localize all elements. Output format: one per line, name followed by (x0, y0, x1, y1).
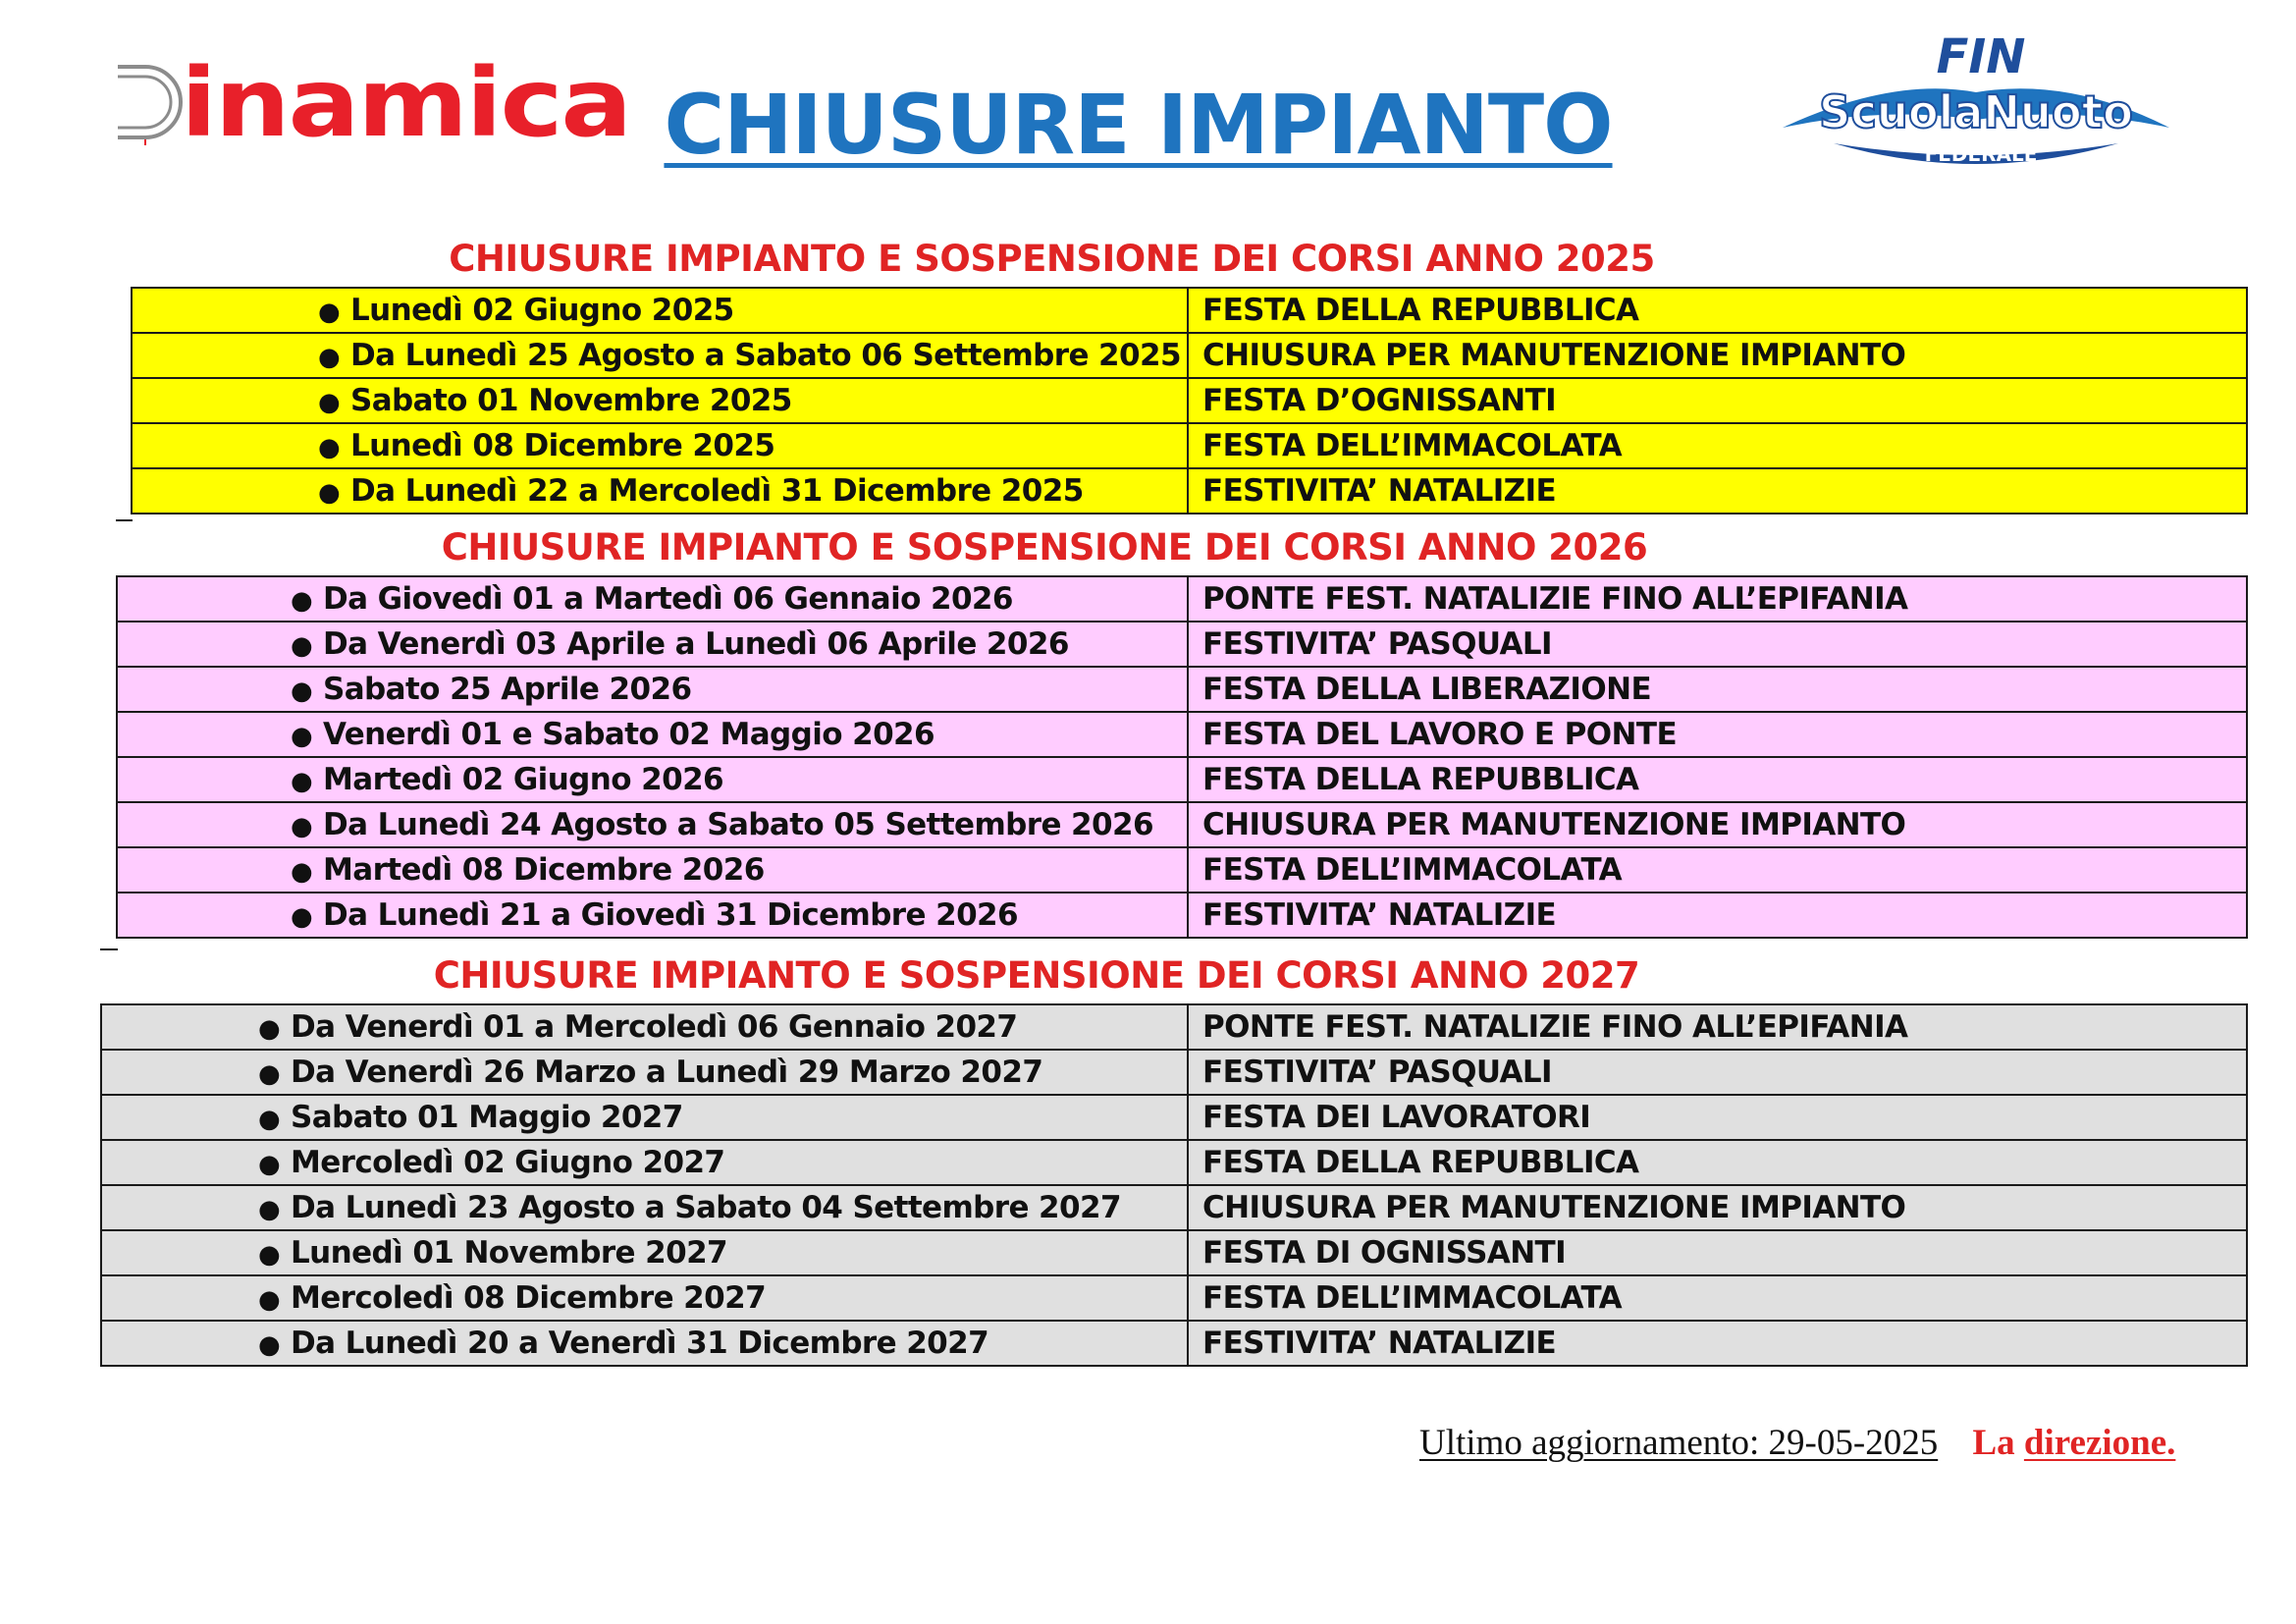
table-row (132, 378, 2247, 423)
closure-date-cell (132, 423, 1188, 468)
table-row (117, 576, 2247, 622)
closure-reason: PONTE FEST. NATALIZIE FINO ALL’EPIFANIA (1188, 576, 2247, 622)
closure-date: Da Lunedì 24 Agosto a Sabato 05 Settembre 2026 (323, 807, 1153, 842)
closure-date-cell (101, 1095, 1188, 1140)
table-divider (116, 519, 133, 521)
closures-table-2027 (100, 1003, 2248, 1367)
closures-table-2025 (131, 287, 2248, 514)
closure-date: Martedì 02 Giugno 2026 (323, 762, 724, 797)
bullet-icon: ● (317, 343, 341, 372)
closure-date-cell (132, 378, 1188, 423)
closure-date: Da Lunedì 21 a Giovedì 31 Dicembre 2026 (323, 897, 1018, 933)
closure-date: Da Venerdì 01 a Mercoledì 06 Gennaio 2027 (291, 1009, 1018, 1045)
closure-reason: FESTA DI OGNISSANTI (1188, 1230, 2247, 1275)
table-row (117, 622, 2247, 667)
closure-reason: FESTIVITA’ PASQUALI (1188, 1050, 2247, 1095)
closure-reason: FESTIVITA’ NATALIZIE (1188, 1321, 2247, 1366)
footer (1419, 1422, 2175, 1464)
closure-reason: FESTA DELL’IMMACOLATA (1188, 847, 2247, 893)
closure-date: Da Venerdì 26 Marzo a Lunedì 29 Marzo 2027 (291, 1055, 1043, 1090)
table-row (132, 288, 2247, 333)
closure-date-cell (101, 1230, 1188, 1275)
bullet-icon: ● (317, 388, 341, 417)
closure-date: Da Lunedì 22 a Mercoledì 31 Dicembre 2025 (350, 473, 1084, 509)
table-row (101, 1004, 2247, 1050)
section-heading-2026: CHIUSURE IMPIANTO E SOSPENSIONE DEI CORSI ANNO 2026 (441, 526, 1648, 568)
scuola-nuoto-logo-text: ScuolaNuoto (1819, 85, 2133, 138)
table-row (117, 893, 2247, 938)
closure-date: Lunedì 02 Giugno 2025 (350, 293, 734, 328)
table-row (117, 757, 2247, 802)
bullet-icon: ● (290, 586, 313, 616)
closure-date-cell (132, 333, 1188, 378)
closure-date-cell (117, 802, 1188, 847)
closure-date-cell (117, 847, 1188, 893)
closures-table-body (117, 576, 2247, 938)
bullet-icon: ● (257, 1240, 281, 1270)
bullet-icon: ● (257, 1014, 281, 1044)
closure-reason: FESTA D’OGNISSANTI (1188, 378, 2247, 423)
closure-reason: FESTA DELLA REPUBBLICA (1188, 757, 2247, 802)
closure-date-cell (117, 712, 1188, 757)
closure-reason: FESTA DELLA LIBERAZIONE (1188, 667, 2247, 712)
closure-date-cell (117, 667, 1188, 712)
table-row (101, 1140, 2247, 1185)
closure-date: Mercoledì 02 Giugno 2027 (291, 1145, 725, 1180)
closure-date: Venerdì 01 e Sabato 02 Maggio 2026 (323, 717, 935, 752)
closure-date: Lunedì 08 Dicembre 2025 (350, 428, 775, 463)
closure-reason: FESTA DEI LAVORATORI (1188, 1095, 2247, 1140)
table-divider (100, 948, 118, 950)
table-row (117, 847, 2247, 893)
closure-reason: FESTA DEL LAVORO E PONTE (1188, 712, 2247, 757)
closure-date: Sabato 01 Maggio 2027 (291, 1100, 683, 1135)
table-row (101, 1230, 2247, 1275)
closure-reason: CHIUSURA PER MANUTENZIONE IMPIANTO (1188, 333, 2247, 378)
closure-date-cell (117, 893, 1188, 938)
closure-date: Da Venerdì 03 Aprile a Lunedì 06 Aprile 2026 (323, 626, 1069, 662)
table-row (117, 802, 2247, 847)
closures-table-body (101, 1004, 2247, 1366)
table-row (117, 712, 2247, 757)
bullet-icon: ● (257, 1150, 281, 1179)
table-row (101, 1185, 2247, 1230)
closure-date-cell (117, 576, 1188, 622)
table-row (101, 1095, 2247, 1140)
bullet-icon: ● (257, 1195, 281, 1224)
bullet-icon: ● (257, 1285, 281, 1315)
closure-date-cell (117, 622, 1188, 667)
bullet-icon: ● (317, 433, 341, 462)
bullet-icon: ● (290, 631, 313, 661)
federale-logo-text: FEDERALE (1924, 142, 2038, 166)
fin-scuola-nuoto-logo-icon (1775, 37, 2177, 175)
signature-prefix: La (1972, 1423, 2015, 1463)
closure-reason: PONTE FEST. NATALIZIE FINO ALL’EPIFANIA (1188, 1004, 2247, 1050)
dinamica-logo-text: inamica (181, 57, 630, 145)
bullet-icon: ● (290, 902, 313, 932)
bullet-icon: ● (257, 1059, 281, 1089)
table-row (132, 423, 2247, 468)
closure-date-cell (132, 468, 1188, 514)
closure-date: Lunedì 01 Novembre 2027 (291, 1235, 728, 1271)
bullet-icon: ● (257, 1105, 281, 1134)
bullet-icon: ● (290, 812, 313, 841)
closure-reason: FESTA DELLA REPUBBLICA (1188, 1140, 2247, 1185)
bullet-icon: ● (257, 1330, 281, 1360)
closure-date-cell (132, 288, 1188, 333)
section-heading-2027: CHIUSURE IMPIANTO E SOSPENSIONE DEI CORSI ANNO 2027 (433, 954, 1640, 997)
closure-date-cell (101, 1321, 1188, 1366)
fin-logo-text: FIN (1936, 37, 2026, 84)
closure-date: Da Lunedì 20 a Venerdì 31 Dicembre 2027 (291, 1326, 989, 1361)
bullet-icon: ● (317, 298, 341, 327)
bullet-icon: ● (290, 677, 313, 706)
section-heading-2025: CHIUSURE IMPIANTO E SOSPENSIONE DEI CORSI ANNO 2025 (449, 238, 1655, 280)
page-title: CHIUSURE IMPIANTO (664, 77, 1613, 173)
closure-date: Da Giovedì 01 a Martedì 06 Gennaio 2026 (323, 581, 1013, 617)
signature-word: direzione. (2023, 1423, 2176, 1463)
closure-reason: FESTA DELL’IMMACOLATA (1188, 1275, 2247, 1321)
table-row (101, 1050, 2247, 1095)
closure-reason: FESTA DELLA REPUBBLICA (1188, 288, 2247, 333)
fin-scuola-nuoto-logo (1775, 37, 2177, 175)
closure-date: Martedì 08 Dicembre 2026 (323, 852, 765, 888)
closure-reason: CHIUSURA PER MANUTENZIONE IMPIANTO (1188, 1185, 2247, 1230)
table-row (117, 667, 2247, 712)
closure-date-cell (101, 1185, 1188, 1230)
signature (1972, 1423, 2175, 1463)
table-row (101, 1321, 2247, 1366)
closures-table-body (132, 288, 2247, 514)
table-row (101, 1275, 2247, 1321)
bullet-icon: ● (317, 478, 341, 508)
closure-reason: CHIUSURA PER MANUTENZIONE IMPIANTO (1188, 802, 2247, 847)
closure-date: Sabato 25 Aprile 2026 (323, 672, 692, 707)
table-row (132, 333, 2247, 378)
bullet-icon: ● (290, 767, 313, 796)
bullet-icon: ● (290, 722, 313, 751)
table-row (132, 468, 2247, 514)
closure-date: Da Lunedì 23 Agosto a Sabato 04 Settembre 2027 (291, 1190, 1121, 1225)
closures-table-2026 (116, 575, 2248, 939)
closure-date-cell (101, 1140, 1188, 1185)
closure-reason: FESTA DELL’IMMACOLATA (1188, 423, 2247, 468)
bullet-icon: ● (290, 857, 313, 887)
closure-date: Sabato 01 Novembre 2025 (350, 383, 792, 418)
closure-reason: FESTIVITA’ NATALIZIE (1188, 468, 2247, 514)
closure-date-cell (117, 757, 1188, 802)
closure-reason: FESTIVITA’ PASQUALI (1188, 622, 2247, 667)
closure-reason: FESTIVITA’ NATALIZIE (1188, 893, 2247, 938)
closure-date-cell (101, 1004, 1188, 1050)
last-updated: Ultimo aggiornamento: 29-05-2025 (1419, 1423, 1939, 1463)
closure-date: Mercoledì 08 Dicembre 2027 (291, 1280, 767, 1316)
closure-date-cell (101, 1275, 1188, 1321)
closure-date: Da Lunedì 25 Agosto a Sabato 06 Settembre 2025 (350, 338, 1181, 373)
closure-date-cell (101, 1050, 1188, 1095)
